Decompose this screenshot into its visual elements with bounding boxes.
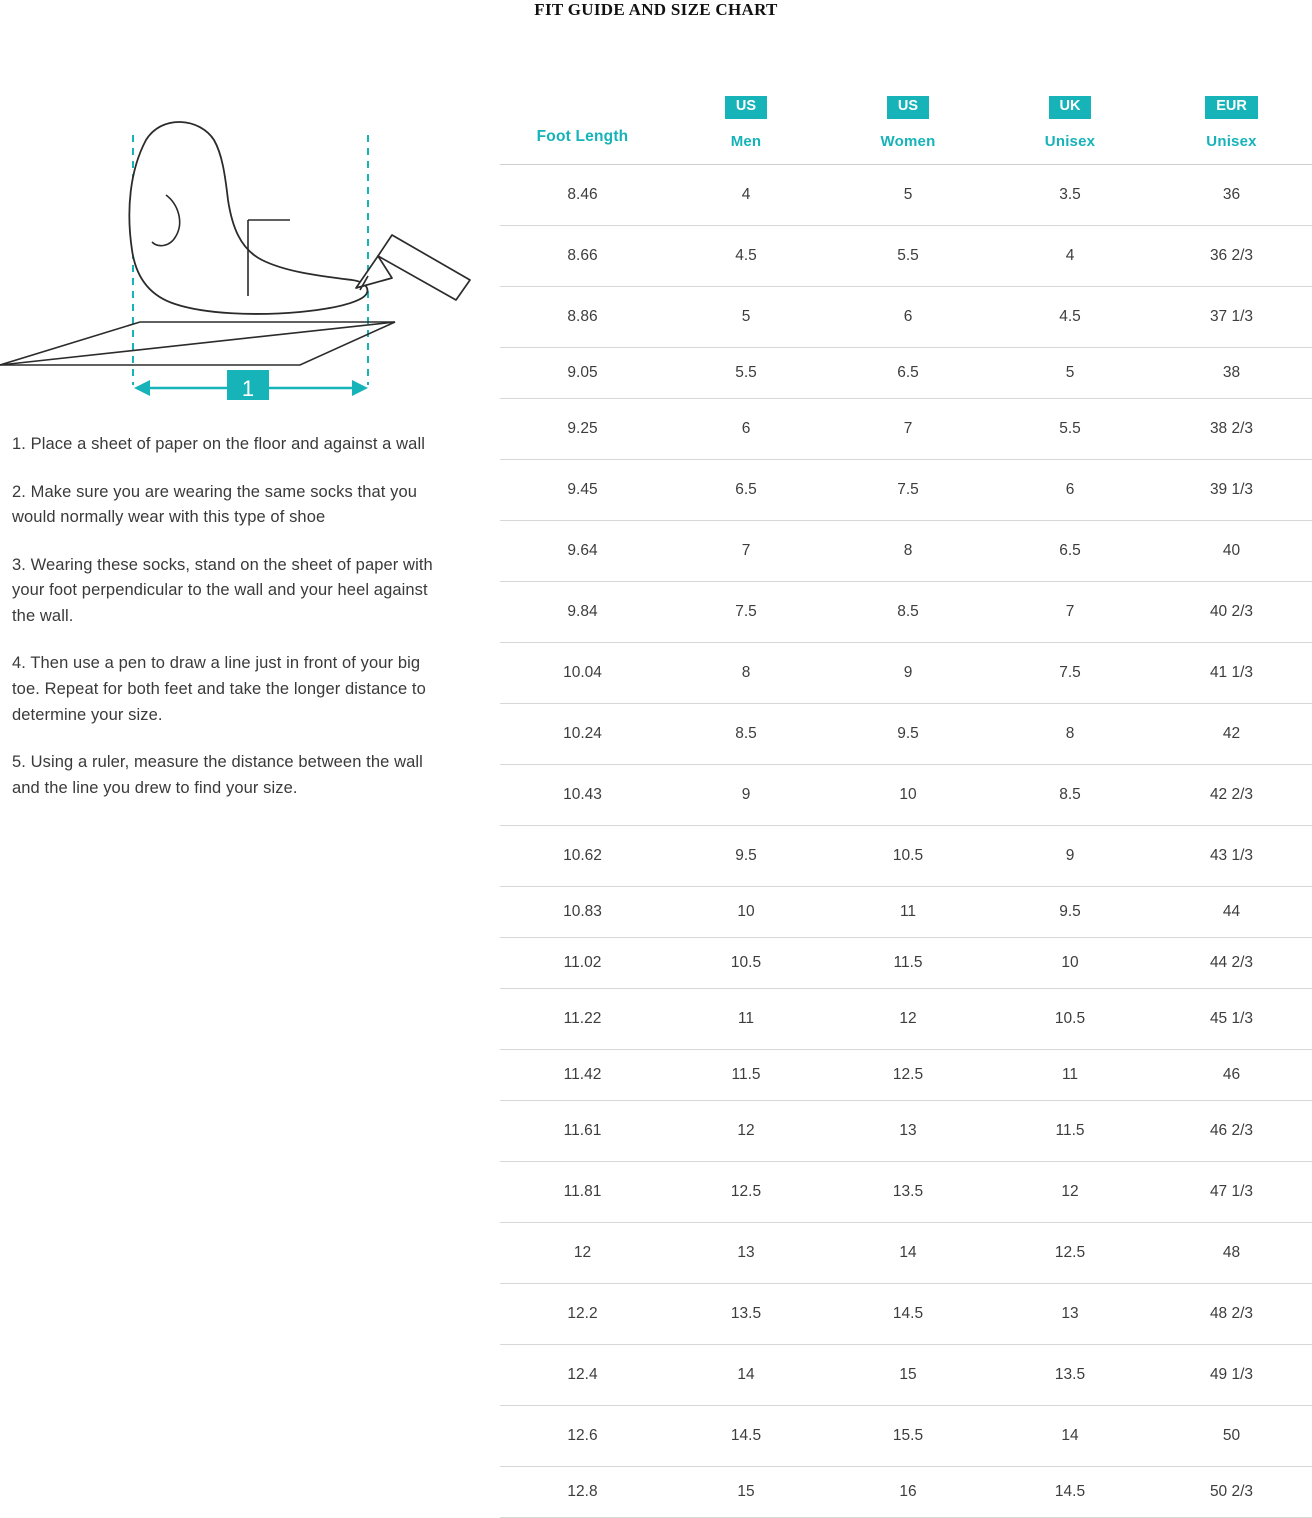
cell-us-men: 10: [665, 887, 827, 938]
cell-us-women: 14: [827, 1223, 989, 1284]
column-header-us-men: [665, 40, 827, 165]
cell-uk-unisex: 9: [989, 826, 1151, 887]
column-header-us-women-label: Women: [880, 133, 936, 150]
cell-us-women: 8.5: [827, 582, 989, 643]
table-row: [500, 989, 1312, 1050]
cell-us-women: 8: [827, 521, 989, 582]
cell-foot-length: 12.8: [500, 1467, 665, 1518]
table-row: [500, 399, 1312, 460]
badge-uk: UK: [1049, 96, 1092, 119]
table-row: [500, 1050, 1312, 1101]
instruction-step-4: 4. Then use a pen to draw a line just in front of your big toe. Repeat for both feet and take the longer distance to determine your size.: [12, 654, 426, 724]
cell-us-men: 13: [665, 1223, 827, 1284]
fit-guide-panel: [0, 100, 500, 823]
badge-us-men: US: [725, 96, 767, 119]
cell-eur-unisex: 42 2/3: [1151, 765, 1312, 826]
cell-uk-unisex: 4.5: [989, 287, 1151, 348]
cell-eur-unisex: 37 1/3: [1151, 287, 1312, 348]
table-row: [500, 460, 1312, 521]
cell-foot-length: 11.61: [500, 1101, 665, 1162]
cell-uk-unisex: 13: [989, 1284, 1151, 1345]
cell-uk-unisex: 6.5: [989, 521, 1151, 582]
cell-eur-unisex: 40: [1151, 521, 1312, 582]
cell-eur-unisex: 50: [1151, 1406, 1312, 1467]
cell-uk-unisex: 5.5: [989, 399, 1151, 460]
instruction-step-2: 2. Make sure you are wearing the same socks that you would normally wear with this type of shoe: [12, 482, 418, 527]
cell-foot-length: 10.04: [500, 643, 665, 704]
instruction-step-5: 5. Using a ruler, measure the distance between the wall and the line you drew to find your size.: [12, 753, 423, 797]
instruction-list: [0, 432, 452, 801]
cell-eur-unisex: 44: [1151, 887, 1312, 938]
cell-eur-unisex: 40 2/3: [1151, 582, 1312, 643]
cell-us-women: 11.5: [827, 938, 989, 989]
table-row: [500, 226, 1312, 287]
cell-foot-length: 9.84: [500, 582, 665, 643]
cell-uk-unisex: 12.5: [989, 1223, 1151, 1284]
cell-uk-unisex: 13.5: [989, 1345, 1151, 1406]
table-row: [500, 1101, 1312, 1162]
cell-eur-unisex: 50 2/3: [1151, 1467, 1312, 1518]
table-row: [500, 1162, 1312, 1223]
cell-eur-unisex: 44 2/3: [1151, 938, 1312, 989]
cell-foot-length: 10.62: [500, 826, 665, 887]
cell-us-men: 14: [665, 1345, 827, 1406]
cell-foot-length: 11.02: [500, 938, 665, 989]
cell-us-women: 6: [827, 287, 989, 348]
cell-eur-unisex: 36 2/3: [1151, 226, 1312, 287]
table-row: [500, 348, 1312, 399]
cell-us-women: 13: [827, 1101, 989, 1162]
cell-us-women: 13.5: [827, 1162, 989, 1223]
cell-uk-unisex: 6: [989, 460, 1151, 521]
column-header-foot-length-label: Foot Length: [536, 128, 629, 145]
table-row: [500, 1467, 1312, 1518]
column-header-us-men-label: Men: [730, 133, 762, 150]
cell-us-women: 5.5: [827, 226, 989, 287]
cell-us-men: 8: [665, 643, 827, 704]
cell-us-men: 8.5: [665, 704, 827, 765]
column-header-eur-unisex-label: Unisex: [1206, 133, 1257, 150]
cell-foot-length: 8.46: [500, 165, 665, 226]
cell-eur-unisex: 45 1/3: [1151, 989, 1312, 1050]
cell-eur-unisex: 43 1/3: [1151, 826, 1312, 887]
table-row: [500, 1406, 1312, 1467]
cell-foot-length: 9.05: [500, 348, 665, 399]
cell-foot-length: 12.2: [500, 1284, 665, 1345]
cell-foot-length: 10.43: [500, 765, 665, 826]
size-chart-table: [500, 40, 1312, 1518]
table-row: [500, 165, 1312, 226]
cell-foot-length: 10.24: [500, 704, 665, 765]
instruction-step-1: 1. Place a sheet of paper on the floor and against a wall: [12, 435, 425, 453]
cell-us-women: 14.5: [827, 1284, 989, 1345]
table-row: [500, 1345, 1312, 1406]
cell-uk-unisex: 4: [989, 226, 1151, 287]
cell-us-men: 11: [665, 989, 827, 1050]
cell-eur-unisex: 36: [1151, 165, 1312, 226]
cell-eur-unisex: 48: [1151, 1223, 1312, 1284]
cell-foot-length: 8.66: [500, 226, 665, 287]
cell-eur-unisex: 38 2/3: [1151, 399, 1312, 460]
column-header-uk-unisex-label: Unisex: [1044, 133, 1096, 150]
cell-foot-length: 10.83: [500, 887, 665, 938]
cell-uk-unisex: 12: [989, 1162, 1151, 1223]
cell-us-men: 7.5: [665, 582, 827, 643]
cell-uk-unisex: 11.5: [989, 1101, 1151, 1162]
cell-us-men: 4: [665, 165, 827, 226]
cell-uk-unisex: 10: [989, 938, 1151, 989]
instruction-step-3: 3. Wearing these socks, stand on the sheet of paper with your foot perpendicular to the wall and your heel against the wall.: [12, 555, 433, 625]
cell-foot-length: 12.6: [500, 1406, 665, 1467]
foot-diagram-svg: [0, 100, 500, 400]
table-row: [500, 938, 1312, 989]
cell-uk-unisex: 14: [989, 1406, 1151, 1467]
badge-eur: EUR: [1205, 96, 1258, 119]
column-header-foot-length: [500, 40, 665, 165]
table-row: [500, 1284, 1312, 1345]
cell-eur-unisex: 38: [1151, 348, 1312, 399]
table-row: [500, 643, 1312, 704]
cell-foot-length: 12.4: [500, 1345, 665, 1406]
badge-us-women: US: [887, 96, 929, 119]
table-row: [500, 826, 1312, 887]
cell-uk-unisex: 3.5: [989, 165, 1151, 226]
cell-uk-unisex: 11: [989, 1050, 1151, 1101]
measurement-label: 1: [241, 376, 255, 400]
cell-uk-unisex: 5: [989, 348, 1151, 399]
cell-us-women: 6.5: [827, 348, 989, 399]
cell-eur-unisex: 46: [1151, 1050, 1312, 1101]
column-header-eur-unisex: [1151, 40, 1312, 165]
cell-us-women: 7: [827, 399, 989, 460]
cell-us-women: 12: [827, 989, 989, 1050]
table-row: [500, 887, 1312, 938]
table-row: [500, 521, 1312, 582]
cell-us-men: 4.5: [665, 226, 827, 287]
cell-us-women: 10: [827, 765, 989, 826]
cell-foot-length: 9.64: [500, 521, 665, 582]
table-row: [500, 582, 1312, 643]
table-row: [500, 1223, 1312, 1284]
page-title: FIT GUIDE AND SIZE CHART: [534, 0, 778, 19]
cell-foot-length: 9.45: [500, 460, 665, 521]
table-row: [500, 704, 1312, 765]
cell-us-women: 16: [827, 1467, 989, 1518]
cell-foot-length: 11.22: [500, 989, 665, 1050]
cell-us-men: 6.5: [665, 460, 827, 521]
cell-eur-unisex: 42: [1151, 704, 1312, 765]
cell-uk-unisex: 7.5: [989, 643, 1151, 704]
cell-us-women: 9.5: [827, 704, 989, 765]
cell-us-men: 5: [665, 287, 827, 348]
table-row: [500, 765, 1312, 826]
cell-us-men: 13.5: [665, 1284, 827, 1345]
cell-us-men: 9.5: [665, 826, 827, 887]
cell-us-women: 10.5: [827, 826, 989, 887]
cell-foot-length: 8.86: [500, 287, 665, 348]
cell-us-men: 12.5: [665, 1162, 827, 1223]
foot-measurement-diagram: [0, 100, 500, 400]
cell-foot-length: 12: [500, 1223, 665, 1284]
size-chart-body: [500, 165, 1312, 1518]
cell-eur-unisex: 41 1/3: [1151, 643, 1312, 704]
cell-us-women: 12.5: [827, 1050, 989, 1101]
table-row: [500, 287, 1312, 348]
cell-us-women: 11: [827, 887, 989, 938]
cell-uk-unisex: 9.5: [989, 887, 1151, 938]
cell-us-men: 9: [665, 765, 827, 826]
cell-us-men: 12: [665, 1101, 827, 1162]
cell-foot-length: 9.25: [500, 399, 665, 460]
column-header-us-women: [827, 40, 989, 165]
size-chart: [500, 40, 1312, 1518]
cell-us-men: 5.5: [665, 348, 827, 399]
cell-foot-length: 11.81: [500, 1162, 665, 1223]
table-header-row: [500, 40, 1312, 165]
cell-us-men: 15: [665, 1467, 827, 1518]
cell-us-women: 15: [827, 1345, 989, 1406]
cell-uk-unisex: 14.5: [989, 1467, 1151, 1518]
cell-us-men: 10.5: [665, 938, 827, 989]
cell-us-men: 6: [665, 399, 827, 460]
cell-eur-unisex: 49 1/3: [1151, 1345, 1312, 1406]
cell-uk-unisex: 8.5: [989, 765, 1151, 826]
cell-uk-unisex: 8: [989, 704, 1151, 765]
cell-eur-unisex: 47 1/3: [1151, 1162, 1312, 1223]
cell-us-women: 7.5: [827, 460, 989, 521]
cell-eur-unisex: 46 2/3: [1151, 1101, 1312, 1162]
cell-foot-length: 11.42: [500, 1050, 665, 1101]
cell-us-men: 14.5: [665, 1406, 827, 1467]
cell-eur-unisex: 39 1/3: [1151, 460, 1312, 521]
cell-us-men: 7: [665, 521, 827, 582]
cell-us-women: 5: [827, 165, 989, 226]
cell-us-men: 11.5: [665, 1050, 827, 1101]
cell-uk-unisex: 7: [989, 582, 1151, 643]
column-header-uk-unisex: [989, 40, 1151, 165]
cell-us-women: 9: [827, 643, 989, 704]
cell-eur-unisex: 48 2/3: [1151, 1284, 1312, 1345]
cell-uk-unisex: 10.5: [989, 989, 1151, 1050]
cell-us-women: 15.5: [827, 1406, 989, 1467]
